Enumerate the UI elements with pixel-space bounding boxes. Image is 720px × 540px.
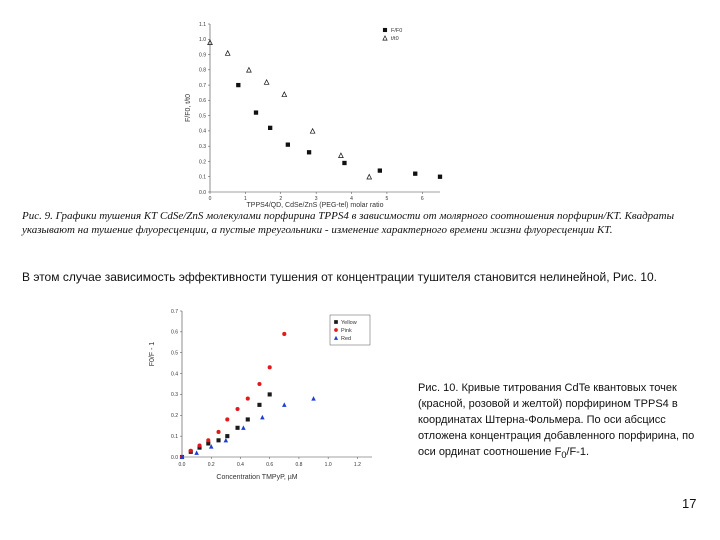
- y-axis-label: F/F0, t/t0: [185, 93, 192, 123]
- x-tick-label: 0.0: [178, 462, 186, 468]
- figure-2: [142, 305, 382, 487]
- x-tick-label: 1.2: [353, 462, 361, 468]
- data-point: [207, 439, 210, 442]
- y-tick-label: 1.0: [199, 37, 206, 44]
- x-tick-label: 3: [314, 196, 318, 202]
- y-tick-label: 0.6: [171, 329, 178, 336]
- data-point: [195, 451, 198, 454]
- data-point: [224, 439, 227, 442]
- data-point: [236, 407, 239, 410]
- y-tick-label: 0.6: [199, 98, 206, 105]
- y-tick-label: 0.2: [171, 413, 178, 420]
- data-point: [413, 172, 417, 176]
- data-point: [264, 80, 269, 85]
- x-tick-label: 0: [208, 196, 212, 202]
- data-point: [283, 332, 286, 335]
- data-point: [254, 111, 258, 115]
- legend-marker: [335, 321, 338, 324]
- figure-1-caption: Рис. 9. Графики тушения КТ CdSe/ZnS молекулами порфирина TPPS4 в зависимости от молярного соотношения порфирин/КТ. Квадраты указывают на тушение флуоресценции, а пустые треугольники - изменение характерного времени жизни флуоресценции КТ.: [22, 210, 675, 236]
- data-point: [225, 51, 230, 56]
- legend-marker: [383, 36, 387, 40]
- data-point: [378, 169, 382, 173]
- x-axis-label: Concentration TMPyP, µM: [216, 474, 298, 481]
- data-point: [283, 403, 286, 406]
- y-tick-label: 0.7: [199, 82, 206, 89]
- figure-2-caption-tail: /F-1.: [566, 446, 590, 458]
- y-tick-label: 0.4: [171, 371, 178, 378]
- data-point: [226, 434, 229, 437]
- data-point: [343, 161, 347, 165]
- legend-label: Yellow: [341, 320, 357, 326]
- y-tick-label: 0.3: [199, 143, 206, 150]
- data-point: [217, 430, 220, 433]
- x-tick-label: 0.6: [266, 462, 274, 468]
- data-point: [268, 393, 271, 396]
- data-point: [286, 143, 290, 147]
- y-tick-label: 0.1: [171, 433, 178, 440]
- x-tick-label: 0.8: [295, 462, 303, 468]
- legend-label: Red: [341, 336, 352, 342]
- data-point: [438, 175, 442, 179]
- y-tick-label: 0.9: [199, 52, 206, 59]
- data-point: [312, 397, 315, 400]
- data-point: [258, 382, 261, 385]
- y-tick-label: 0.7: [171, 308, 178, 315]
- x-tick-label: 4: [350, 196, 353, 202]
- x-tick-label: 0.2: [207, 462, 215, 468]
- x-tick-label: 1: [243, 196, 247, 202]
- data-point: [246, 418, 249, 421]
- y-tick-label: 0.0: [199, 189, 206, 196]
- data-point: [226, 418, 229, 421]
- y-tick-label: 1.1: [199, 21, 206, 28]
- x-tick-label: 0.4: [236, 462, 244, 468]
- y-axis-label: F0/F - 1: [149, 341, 156, 367]
- data-point: [268, 366, 271, 369]
- data-point: [282, 92, 287, 97]
- data-point: [198, 444, 201, 447]
- data-point: [217, 439, 220, 442]
- legend-marker: [335, 329, 338, 332]
- data-point: [247, 68, 252, 73]
- x-axis-label: TPPS4/QD, CdSe/ZnS (PEG-tel) molar ratio: [246, 202, 384, 209]
- y-tick-label: 0.2: [199, 159, 206, 166]
- y-tick-label: 0.4: [199, 128, 206, 135]
- legend-label: Pink: [341, 328, 352, 334]
- data-point: [367, 174, 372, 179]
- figure-2-caption: [418, 380, 703, 463]
- data-point: [268, 126, 272, 130]
- figure-1-plot: [180, 18, 460, 210]
- figure-1: [180, 18, 460, 210]
- y-tick-label: 0.5: [199, 113, 206, 120]
- data-point: [307, 150, 311, 154]
- body-paragraph: В этом случае зависимость эффективности тушения от концентрации тушителя становится нелинейной, Рис. 10.: [22, 270, 657, 284]
- figure-2-plot: [142, 305, 382, 487]
- figure-2-caption-text: Рис. 10. Кривые титрования CdTe квантовых точек (красной, розовой и желтой) порфирином TPPS4 в координатах Штерна-Фольмера. По оси абсцисс отложена концентрация добавленного порфирина, по оси ординат соотношение F: [418, 382, 695, 458]
- x-tick-label: 6: [420, 196, 424, 202]
- legend-marker: [383, 28, 386, 31]
- data-point: [237, 83, 241, 87]
- data-point: [246, 397, 249, 400]
- x-tick-label: 2: [279, 196, 283, 202]
- page-number: 17: [682, 496, 697, 511]
- y-tick-label: 0.5: [171, 350, 178, 357]
- y-tick-label: 0.3: [171, 392, 178, 399]
- legend-label: t/t0: [391, 36, 399, 42]
- data-point: [261, 416, 264, 419]
- data-point: [236, 426, 239, 429]
- data-point: [242, 426, 245, 429]
- y-tick-label: 0.0: [171, 454, 178, 461]
- data-point: [189, 449, 192, 452]
- y-tick-label: 0.8: [199, 67, 206, 74]
- x-tick-label: 5: [385, 196, 389, 202]
- data-point: [258, 403, 261, 406]
- x-tick-label: 1.0: [324, 462, 332, 468]
- data-point: [339, 153, 344, 158]
- y-tick-label: 0.1: [199, 174, 206, 181]
- figure-2-caption-subscript: 0: [561, 450, 567, 461]
- data-point: [310, 129, 315, 134]
- legend-label: F/F0: [391, 28, 403, 34]
